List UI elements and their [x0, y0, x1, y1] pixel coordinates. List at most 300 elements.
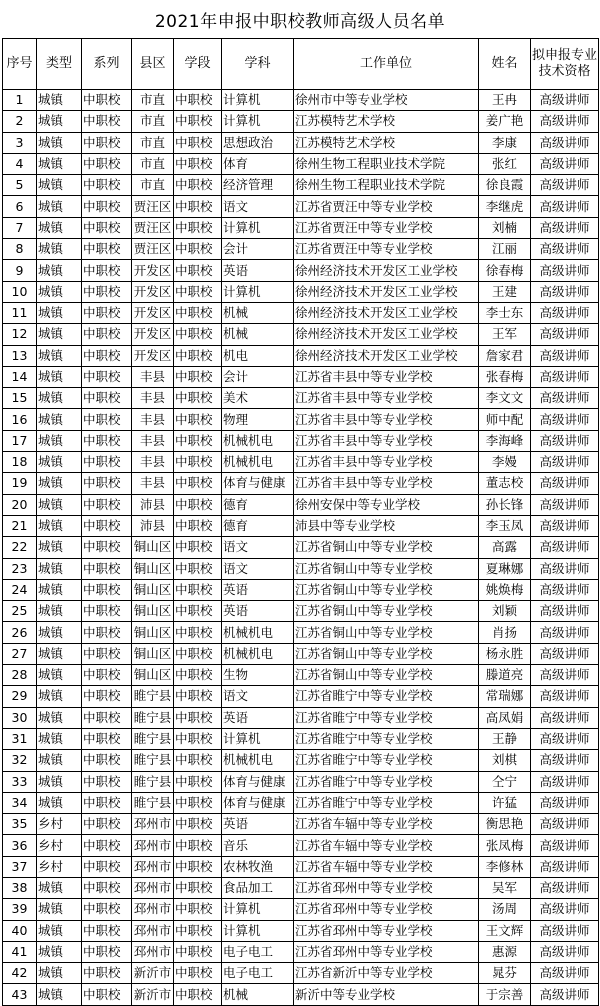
cell-series: 中职校 — [82, 515, 132, 536]
cell-workplace: 江苏省贾汪中等专业学校 — [294, 196, 479, 217]
cell-qualification: 高级讲师 — [531, 622, 599, 643]
cell-name: 高露 — [479, 537, 531, 558]
cell-workplace: 江苏省睢宁中等专业学校 — [294, 771, 479, 792]
cell-district: 开发区 — [132, 324, 174, 345]
cell-qualification: 高级讲师 — [531, 579, 599, 600]
cell-name: 滕道亮 — [479, 665, 531, 686]
table-row — [3, 579, 599, 600]
cell-subject: 机械机电 — [222, 750, 294, 771]
table-row — [3, 750, 599, 771]
cell-workplace: 江苏省邳州中等专业学校 — [294, 877, 479, 898]
cell-type: 城镇 — [37, 601, 82, 622]
cell-qualification: 高级讲师 — [531, 90, 599, 111]
cell-type: 城镇 — [37, 217, 82, 238]
table-row — [3, 409, 599, 430]
cell-name: 肖扬 — [479, 622, 531, 643]
cell-subject: 食品加工 — [222, 877, 294, 898]
table-row — [3, 963, 599, 984]
cell-stage: 中职校 — [174, 111, 222, 132]
cell-workplace: 江苏模特艺术学校 — [294, 132, 479, 153]
cell-name: 惠源 — [479, 941, 531, 962]
cell-index: 16 — [3, 409, 37, 430]
cell-stage: 中职校 — [174, 728, 222, 749]
cell-index: 32 — [3, 750, 37, 771]
cell-name: 詹家君 — [479, 345, 531, 366]
table-row — [3, 260, 599, 281]
cell-stage: 中职校 — [174, 515, 222, 536]
cell-qualification: 高级讲师 — [531, 984, 599, 1005]
cell-name: 高凤娟 — [479, 707, 531, 728]
table-row — [3, 430, 599, 451]
cell-type: 城镇 — [37, 494, 82, 515]
cell-qualification: 高级讲师 — [531, 281, 599, 302]
cell-series: 中职校 — [82, 984, 132, 1005]
cell-workplace: 徐州生物工程职业技术学院 — [294, 175, 479, 196]
cell-district: 邳州市 — [132, 899, 174, 920]
cell-series: 中职校 — [82, 814, 132, 835]
cell-subject: 机械 — [222, 324, 294, 345]
header-workplace: 工作单位 — [294, 39, 479, 90]
cell-index: 8 — [3, 239, 37, 260]
cell-qualification: 高级讲师 — [531, 153, 599, 174]
cell-series: 中职校 — [82, 302, 132, 323]
header-type: 类型 — [37, 39, 82, 90]
cell-stage: 中职校 — [174, 643, 222, 664]
cell-series: 中职校 — [82, 388, 132, 409]
table-row — [3, 856, 599, 877]
cell-workplace: 江苏省贾汪中等专业学校 — [294, 217, 479, 238]
cell-district: 丰县 — [132, 388, 174, 409]
cell-workplace: 江苏省贾汪中等专业学校 — [294, 239, 479, 260]
cell-series: 中职校 — [82, 217, 132, 238]
cell-district: 新沂市 — [132, 963, 174, 984]
cell-series: 中职校 — [82, 366, 132, 387]
cell-type: 城镇 — [37, 771, 82, 792]
cell-type: 城镇 — [37, 665, 82, 686]
cell-series: 中职校 — [82, 750, 132, 771]
cell-qualification: 高级讲师 — [531, 388, 599, 409]
cell-series: 中职校 — [82, 941, 132, 962]
cell-district: 铜山区 — [132, 643, 174, 664]
cell-type: 城镇 — [37, 941, 82, 962]
table-row — [3, 153, 599, 174]
cell-qualification: 高级讲师 — [531, 345, 599, 366]
cell-stage: 中职校 — [174, 814, 222, 835]
table-row — [3, 366, 599, 387]
cell-type: 城镇 — [37, 473, 82, 494]
cell-subject: 机械机电 — [222, 430, 294, 451]
cell-index: 13 — [3, 345, 37, 366]
cell-workplace: 江苏省睢宁中等专业学校 — [294, 792, 479, 813]
cell-name: 王文辉 — [479, 920, 531, 941]
cell-index: 20 — [3, 494, 37, 515]
cell-stage: 中职校 — [174, 665, 222, 686]
cell-workplace: 徐州经济技术开发区工业学校 — [294, 324, 479, 345]
cell-workplace: 沛县中等专业学校 — [294, 515, 479, 536]
table-row — [3, 643, 599, 664]
table-row — [3, 537, 599, 558]
cell-workplace: 徐州安保中等专业学校 — [294, 494, 479, 515]
cell-type: 城镇 — [37, 707, 82, 728]
cell-name: 李士东 — [479, 302, 531, 323]
cell-stage: 中职校 — [174, 792, 222, 813]
cell-workplace: 江苏省铜山中等专业学校 — [294, 643, 479, 664]
table-row — [3, 515, 599, 536]
cell-name: 仝宁 — [479, 771, 531, 792]
cell-type: 城镇 — [37, 984, 82, 1005]
cell-type: 城镇 — [37, 579, 82, 600]
cell-index: 35 — [3, 814, 37, 835]
header-stage: 学段 — [174, 39, 222, 90]
table-row — [3, 324, 599, 345]
table-row — [3, 984, 599, 1005]
cell-subject: 机电 — [222, 345, 294, 366]
cell-series: 中职校 — [82, 537, 132, 558]
cell-type: 城镇 — [37, 409, 82, 430]
cell-series: 中职校 — [82, 622, 132, 643]
cell-district: 丰县 — [132, 473, 174, 494]
cell-subject: 语文 — [222, 686, 294, 707]
header-index: 序号 — [3, 39, 37, 90]
cell-qualification: 高级讲师 — [531, 643, 599, 664]
header-district: 县区 — [132, 39, 174, 90]
cell-type: 乡村 — [37, 814, 82, 835]
table-row — [3, 217, 599, 238]
cell-workplace: 徐州经济技术开发区工业学校 — [294, 302, 479, 323]
cell-district: 市直 — [132, 132, 174, 153]
cell-workplace: 江苏模特艺术学校 — [294, 111, 479, 132]
cell-qualification: 高级讲师 — [531, 132, 599, 153]
cell-stage: 中职校 — [174, 750, 222, 771]
cell-type: 城镇 — [37, 622, 82, 643]
cell-stage: 中职校 — [174, 409, 222, 430]
cell-series: 中职校 — [82, 153, 132, 174]
cell-index: 33 — [3, 771, 37, 792]
cell-name: 王建 — [479, 281, 531, 302]
cell-type: 城镇 — [37, 260, 82, 281]
cell-name: 刘楠 — [479, 217, 531, 238]
cell-workplace: 江苏省睢宁中等专业学校 — [294, 686, 479, 707]
table-row — [3, 473, 599, 494]
cell-district: 铜山区 — [132, 622, 174, 643]
table-row — [3, 771, 599, 792]
cell-index: 2 — [3, 111, 37, 132]
cell-series: 中职校 — [82, 643, 132, 664]
cell-index: 14 — [3, 366, 37, 387]
cell-index: 18 — [3, 452, 37, 473]
cell-qualification: 高级讲师 — [531, 792, 599, 813]
cell-qualification: 高级讲师 — [531, 835, 599, 856]
cell-qualification: 高级讲师 — [531, 601, 599, 622]
cell-name: 徐良霞 — [479, 175, 531, 196]
cell-stage: 中职校 — [174, 601, 222, 622]
cell-name: 江丽 — [479, 239, 531, 260]
cell-subject: 经济管理 — [222, 175, 294, 196]
cell-type: 城镇 — [37, 537, 82, 558]
cell-subject: 英语 — [222, 601, 294, 622]
cell-index: 36 — [3, 835, 37, 856]
cell-stage: 中职校 — [174, 920, 222, 941]
cell-district: 邳州市 — [132, 877, 174, 898]
cell-name: 王冉 — [479, 90, 531, 111]
cell-index: 17 — [3, 430, 37, 451]
cell-series: 中职校 — [82, 579, 132, 600]
cell-index: 15 — [3, 388, 37, 409]
cell-workplace: 江苏省丰县中等专业学校 — [294, 473, 479, 494]
cell-district: 开发区 — [132, 302, 174, 323]
cell-type: 城镇 — [37, 750, 82, 771]
cell-subject: 机械机电 — [222, 622, 294, 643]
cell-stage: 中职校 — [174, 494, 222, 515]
cell-stage: 中职校 — [174, 260, 222, 281]
cell-series: 中职校 — [82, 771, 132, 792]
cell-qualification: 高级讲师 — [531, 324, 599, 345]
cell-subject: 语文 — [222, 558, 294, 579]
cell-district: 新沂市 — [132, 984, 174, 1005]
cell-subject: 农林牧渔 — [222, 856, 294, 877]
cell-subject: 计算机 — [222, 281, 294, 302]
cell-subject: 德育 — [222, 515, 294, 536]
cell-district: 邳州市 — [132, 835, 174, 856]
teacher-list-table — [2, 38, 599, 1006]
cell-district: 丰县 — [132, 366, 174, 387]
table-row — [3, 814, 599, 835]
table-row — [3, 388, 599, 409]
cell-qualification: 高级讲师 — [531, 111, 599, 132]
cell-subject: 电子电工 — [222, 941, 294, 962]
cell-stage: 中职校 — [174, 90, 222, 111]
cell-workplace: 江苏省丰县中等专业学校 — [294, 430, 479, 451]
cell-type: 城镇 — [37, 728, 82, 749]
cell-series: 中职校 — [82, 132, 132, 153]
cell-qualification: 高级讲师 — [531, 217, 599, 238]
cell-name: 许猛 — [479, 792, 531, 813]
cell-workplace: 徐州经济技术开发区工业学校 — [294, 345, 479, 366]
cell-name: 李嫚 — [479, 452, 531, 473]
cell-series: 中职校 — [82, 558, 132, 579]
cell-workplace: 江苏省丰县中等专业学校 — [294, 452, 479, 473]
cell-type: 城镇 — [37, 175, 82, 196]
cell-workplace: 江苏省铜山中等专业学校 — [294, 579, 479, 600]
cell-subject: 体育 — [222, 153, 294, 174]
cell-stage: 中职校 — [174, 345, 222, 366]
cell-series: 中职校 — [82, 239, 132, 260]
cell-qualification: 高级讲师 — [531, 856, 599, 877]
cell-index: 34 — [3, 792, 37, 813]
cell-workplace: 江苏省车辐中等专业学校 — [294, 814, 479, 835]
cell-stage: 中职校 — [174, 707, 222, 728]
cell-subject: 体育与健康 — [222, 792, 294, 813]
cell-qualification: 高级讲师 — [531, 899, 599, 920]
cell-index: 5 — [3, 175, 37, 196]
cell-type: 城镇 — [37, 196, 82, 217]
cell-district: 沛县 — [132, 515, 174, 536]
cell-series: 中职校 — [82, 835, 132, 856]
cell-index: 37 — [3, 856, 37, 877]
table-row — [3, 90, 599, 111]
cell-district: 市直 — [132, 111, 174, 132]
cell-type: 乡村 — [37, 835, 82, 856]
cell-qualification: 高级讲师 — [531, 877, 599, 898]
cell-subject: 会计 — [222, 239, 294, 260]
cell-subject: 英语 — [222, 707, 294, 728]
cell-workplace: 江苏省铜山中等专业学校 — [294, 537, 479, 558]
cell-name: 李玉凤 — [479, 515, 531, 536]
cell-type: 城镇 — [37, 345, 82, 366]
cell-qualification: 高级讲师 — [531, 537, 599, 558]
cell-workplace: 江苏省丰县中等专业学校 — [294, 388, 479, 409]
table-row — [3, 558, 599, 579]
table-body — [3, 90, 599, 1006]
cell-district: 铜山区 — [132, 537, 174, 558]
cell-type: 城镇 — [37, 899, 82, 920]
cell-stage: 中职校 — [174, 579, 222, 600]
cell-series: 中职校 — [82, 877, 132, 898]
cell-district: 睢宁县 — [132, 750, 174, 771]
header-subject: 学科 — [222, 39, 294, 90]
table-row — [3, 281, 599, 302]
cell-district: 贾汪区 — [132, 217, 174, 238]
cell-name: 汤周 — [479, 899, 531, 920]
cell-subject: 物理 — [222, 409, 294, 430]
cell-subject: 语文 — [222, 537, 294, 558]
cell-name: 张凤梅 — [479, 835, 531, 856]
cell-subject: 计算机 — [222, 111, 294, 132]
cell-workplace: 江苏省车辐中等专业学校 — [294, 835, 479, 856]
cell-series: 中职校 — [82, 665, 132, 686]
cell-stage: 中职校 — [174, 324, 222, 345]
cell-stage: 中职校 — [174, 963, 222, 984]
cell-index: 19 — [3, 473, 37, 494]
cell-qualification: 高级讲师 — [531, 558, 599, 579]
cell-stage: 中职校 — [174, 899, 222, 920]
cell-subject: 会计 — [222, 366, 294, 387]
table-row — [3, 792, 599, 813]
cell-type: 城镇 — [37, 920, 82, 941]
cell-stage: 中职校 — [174, 239, 222, 260]
cell-subject: 生物 — [222, 665, 294, 686]
cell-name: 刘颖 — [479, 601, 531, 622]
cell-series: 中职校 — [82, 473, 132, 494]
table-row — [3, 941, 599, 962]
cell-district: 睢宁县 — [132, 707, 174, 728]
cell-stage: 中职校 — [174, 153, 222, 174]
cell-series: 中职校 — [82, 345, 132, 366]
cell-index: 12 — [3, 324, 37, 345]
cell-index: 39 — [3, 899, 37, 920]
cell-index: 23 — [3, 558, 37, 579]
cell-district: 贾汪区 — [132, 196, 174, 217]
cell-subject: 计算机 — [222, 90, 294, 111]
cell-index: 38 — [3, 877, 37, 898]
table-row — [3, 686, 599, 707]
cell-qualification: 高级讲师 — [531, 728, 599, 749]
cell-stage: 中职校 — [174, 622, 222, 643]
cell-district: 睢宁县 — [132, 728, 174, 749]
table-row — [3, 494, 599, 515]
table-row — [3, 665, 599, 686]
cell-subject: 机械机电 — [222, 452, 294, 473]
cell-qualification: 高级讲师 — [531, 366, 599, 387]
cell-qualification: 高级讲师 — [531, 963, 599, 984]
cell-qualification: 高级讲师 — [531, 260, 599, 281]
cell-subject: 音乐 — [222, 835, 294, 856]
cell-series: 中职校 — [82, 196, 132, 217]
cell-district: 邳州市 — [132, 920, 174, 941]
cell-district: 丰县 — [132, 430, 174, 451]
cell-series: 中职校 — [82, 324, 132, 345]
cell-stage: 中职校 — [174, 196, 222, 217]
cell-workplace: 江苏省铜山中等专业学校 — [294, 558, 479, 579]
cell-name: 李继虎 — [479, 196, 531, 217]
cell-qualification: 高级讲师 — [531, 409, 599, 430]
cell-type: 城镇 — [37, 877, 82, 898]
cell-type: 城镇 — [37, 515, 82, 536]
cell-index: 24 — [3, 579, 37, 600]
cell-qualification: 高级讲师 — [531, 473, 599, 494]
cell-stage: 中职校 — [174, 941, 222, 962]
cell-stage: 中职校 — [174, 473, 222, 494]
page-title: 2021年申报中职校教师高级人员名单 — [154, 11, 446, 32]
cell-district: 开发区 — [132, 345, 174, 366]
cell-district: 开发区 — [132, 260, 174, 281]
cell-subject: 机械机电 — [222, 643, 294, 664]
cell-stage: 中职校 — [174, 452, 222, 473]
header-qualification: 拟申报专业技术资格 — [531, 39, 599, 90]
cell-district: 贾汪区 — [132, 239, 174, 260]
cell-name: 夏琳娜 — [479, 558, 531, 579]
cell-subject: 德育 — [222, 494, 294, 515]
cell-workplace: 徐州经济技术开发区工业学校 — [294, 281, 479, 302]
cell-workplace: 江苏省睢宁中等专业学校 — [294, 728, 479, 749]
cell-type: 城镇 — [37, 302, 82, 323]
cell-index: 27 — [3, 643, 37, 664]
cell-qualification: 高级讲师 — [531, 196, 599, 217]
cell-index: 30 — [3, 707, 37, 728]
cell-qualification: 高级讲师 — [531, 494, 599, 515]
cell-district: 铜山区 — [132, 601, 174, 622]
cell-series: 中职校 — [82, 90, 132, 111]
cell-workplace: 江苏省铜山中等专业学校 — [294, 622, 479, 643]
cell-index: 31 — [3, 728, 37, 749]
cell-stage: 中职校 — [174, 537, 222, 558]
cell-name: 孙长锋 — [479, 494, 531, 515]
cell-workplace: 江苏省铜山中等专业学校 — [294, 665, 479, 686]
cell-qualification: 高级讲师 — [531, 750, 599, 771]
cell-district: 睢宁县 — [132, 771, 174, 792]
cell-stage: 中职校 — [174, 856, 222, 877]
cell-name: 刘棋 — [479, 750, 531, 771]
table-row — [3, 452, 599, 473]
cell-qualification: 高级讲师 — [531, 302, 599, 323]
cell-district: 市直 — [132, 175, 174, 196]
cell-district: 邳州市 — [132, 941, 174, 962]
cell-workplace: 江苏省车辐中等专业学校 — [294, 856, 479, 877]
cell-series: 中职校 — [82, 430, 132, 451]
cell-name: 姜广艳 — [479, 111, 531, 132]
cell-workplace: 江苏省睢宁中等专业学校 — [294, 750, 479, 771]
cell-workplace: 徐州市中等专业学校 — [294, 90, 479, 111]
cell-stage: 中职校 — [174, 771, 222, 792]
cell-subject: 计算机 — [222, 899, 294, 920]
table-row — [3, 622, 599, 643]
cell-name: 李修林 — [479, 856, 531, 877]
cell-series: 中职校 — [82, 707, 132, 728]
cell-index: 25 — [3, 601, 37, 622]
table-row — [3, 835, 599, 856]
table-row — [3, 877, 599, 898]
cell-qualification: 高级讲师 — [531, 771, 599, 792]
